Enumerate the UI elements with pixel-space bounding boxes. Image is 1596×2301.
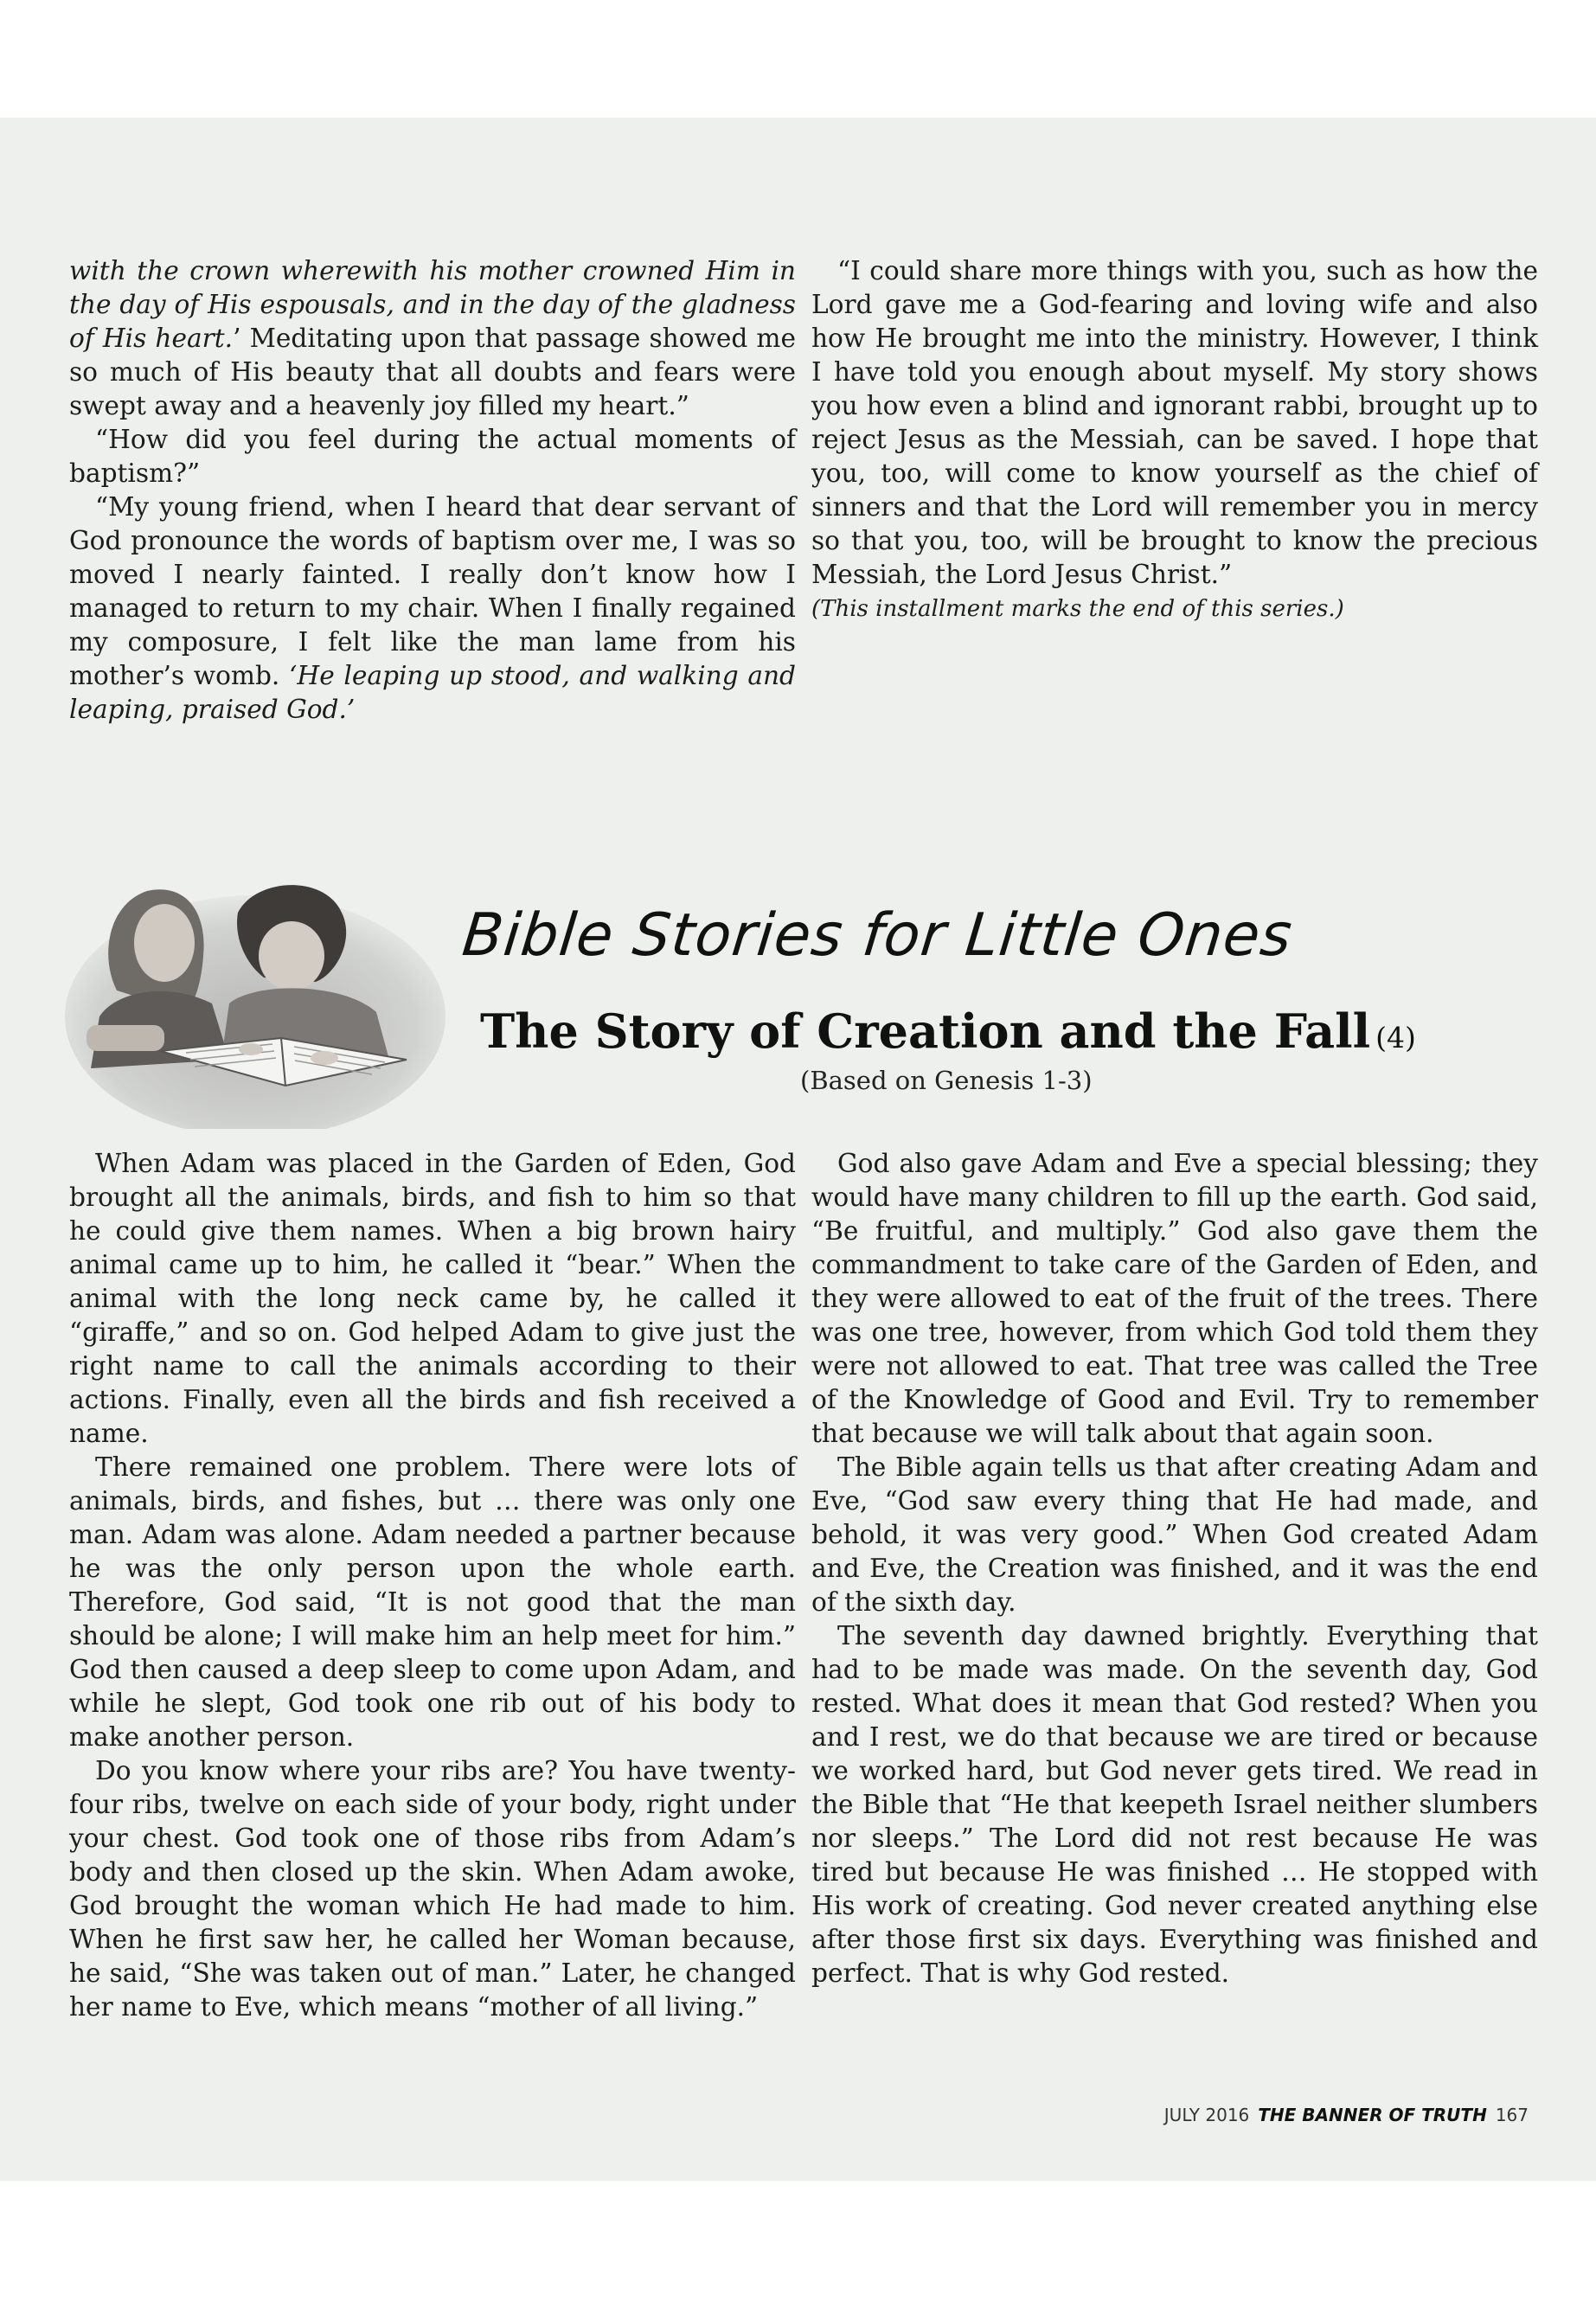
paragraph [69, 490, 796, 727]
story-right-column [811, 1147, 1538, 1990]
paragraph: God also gave Adam and Eve a special blessing; they would have many children to fill up the earth. God said, “Be fruitful, and multiply.” God also gave them the commandment to take care of the Garden of Eden, and they were allowed to eat of the fruit of the trees. There was one tree, however, from which God told them they were not allowed to eat. That tree was called the Tree of the Knowledge of Good and Evil. Try to remember that because we will talk about that again soon. [811, 1149, 1538, 1448]
paragraph: “I could share more things with you, such as how the Lord gave me a God-fearing and loving wife and also how He brought me into the ministry. However, I think I have told you enough about myself. My story shows you how even a blind and ignorant rabbi, brought up to reject Jesus as the Messiah, can be saved. I hope that you, too, will come to know yourself as the chief of sinners and that the Lord will remember you in mercy so that you, too, will be brought to know the precious Messiah, the Lord Jesus Christ.” [811, 256, 1538, 589]
italic-quote: with the crown wherewith his mother crowned Him in the day of His espousals, and in the day of the gladness of His heart. [69, 256, 796, 353]
paragraph: There remained one problem. There were lots of animals, birds, and fishes, but … there was only one man. Adam was alone. Adam needed a partner because he was the only person upon the whole earth. Therefore, God said, “It is not good that the man should be alone; I will make him an help meet for him.” God then caused a deep sleep to come upon Adam, and while he slept, God took one rib out of his body to make another person. [69, 1452, 796, 1752]
story-title-text: The Story of Creation and the Fall [480, 1003, 1371, 1059]
part-number: (4) [1375, 1021, 1416, 1054]
issue-date: JULY 2016 [1163, 2105, 1250, 2125]
paragraph: The Bible again tells us that after creating Adam and Eve, “God saw every thing that He had made, and behold, it was very good.” When God created Adam and Eve, the Creation was finished, and it was the end of the sixth day. [811, 1452, 1538, 1617]
text-run: “How did you feel during the actual moments of baptism?” [69, 425, 796, 488]
page-number: 167 [1495, 2105, 1529, 2125]
story-left-column [69, 1147, 796, 2024]
text-run: “My young friend, when I heard that dear servant of God pronounce the words of baptism over me, I was so moved I nearly fainted. I really don’t know how I managed to return to my chair. When I finally regained my composure, I felt like the man lame from his mother’s womb. [69, 492, 796, 690]
paragraph [69, 254, 796, 423]
article-right-column [811, 254, 1538, 625]
paragraph: The seventh day dawned brightly. Everything that had to be made was made. On the seventh day, God rested. What does it mean that God rested? When you and I rest, we do that because we are tired or because we worked hard, but God never gets tired. We read in the Bible that “He that keepeth Israel neither slumbers nor sleeps.” The Lord did not rest because He was tired but because He was finished … He stopped with His work of creating. God never created anything else after those first six days. Everything was finished and perfect. That is why God rested. [811, 1621, 1538, 1988]
section-heading: Bible Stories for Little Ones [458, 901, 1296, 970]
story-title [480, 1003, 1518, 1059]
italic-quote: ‘He leaping up stood, and walking and leaping, praised God.’ [69, 661, 796, 724]
series-closing-note: (This installment marks the end of this series.) [811, 596, 1344, 622]
paragraph: Do you know where your ribs are? You have twenty-four ribs, twelve on each side of your body, right under your chest. God took one of those ribs from Adam’s body and then closed up the skin. When Adam awoke, God brought the woman which He had made to him. When he first saw her, he called her Woman because, he said, “She was taken out of man.” Later, he changed her name to Eve, which means “mother of all living.” [69, 1756, 796, 2022]
paragraph: When Adam was placed in the Garden of Eden, God brought all the animals, birds, and fish to him so that he could give them names. When a big brown hairy animal came up to him, he called it “bear.” When the animal with the long neck came by, he called it “giraffe,” and so on. God helped Adam to give just the right name to call the animals according to their actions. Finally, even all the birds and fish received a name. [69, 1149, 796, 1448]
children-reading-bible-icon [65, 852, 445, 1129]
article-left-column [69, 254, 796, 727]
text-run: ’ Meditating upon that passage showed me so much of His beauty that all doubts and fears were swept away and a heavenly joy filled my heart.” [69, 324, 796, 420]
page-footer [1164, 2105, 1529, 2125]
paragraph [69, 423, 796, 490]
story-subtitle: (Based on Genesis 1-3) [800, 1066, 1093, 1095]
magazine-name: THE BANNER OF TRUTH [1258, 2105, 1487, 2125]
